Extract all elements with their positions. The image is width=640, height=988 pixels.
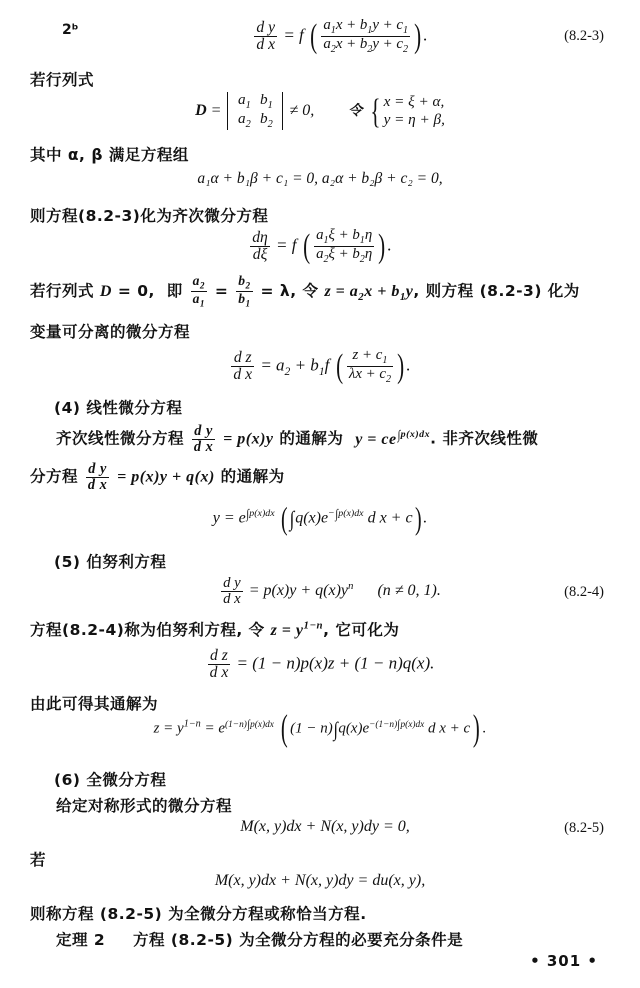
equation-alpha-beta-system: a₁α + b₁β + c₁ = 0, a₂α + b₂β + c₂ = 0,: [197, 170, 443, 187]
page-number: • 301 •: [530, 952, 598, 970]
determinant-row: [0, 92, 640, 130]
text-line-qizhong: 其中 α, β 满足方程组: [30, 146, 189, 164]
determinant-expression: D = $a_1$ $b_1$ $a_2$ $b_2$ ≠ 0, 令 { x = ξ + α, y = η + β,: [195, 91, 445, 131]
text-line-ruo-d-zero: 若行列式 D = 0, 即 $\frac{a_2}{a_1}$ = $\frac{b_2}{b_1}$ = λ, 令 $z = a_2x + b_1y$, 则方程 (8.2-3) 化为: [30, 273, 580, 309]
text-item6-body1: 给定对称形式的微分方程: [56, 797, 233, 815]
equation-8-2-3-row: [0, 18, 640, 56]
equation-8-2-4-row: [0, 576, 640, 607]
heading-item-6: (6) 全微分方程: [54, 771, 167, 789]
equation-linear-general-solution: $y = e^{\int p(x)dx}$ ( $\int q(x)e^{-\int p(x)dx}$ d x + c) .: [212, 499, 428, 536]
equation-exact-condition: M(x, y)dx + N(x, y)dy = du(x, y),: [214, 872, 426, 889]
text-item6-body2: 则称方程 (8.2-5) 为全微分方程或称恰当方程.: [30, 905, 367, 923]
equation-separable: $\frac{\text{d z}}{\text{d x}}$ = $a_2 + b_1f$ ( $\frac{z + c_1}{\lambda x + c_2}$ ) .: [233, 347, 411, 386]
text-item5-body2: 由此可得其通解为: [30, 695, 159, 713]
equation-label-8-2-4: (8.2-4): [564, 584, 604, 600]
top-page-marker: 2ᵇ: [62, 22, 79, 38]
equation-label-8-2-5: (8.2-5): [564, 820, 604, 836]
equation-8-2-5: M(x, y)dx + N(x, y)dy = 0,: [240, 818, 410, 835]
heading-item-4: (4) 线性微分方程: [54, 399, 183, 417]
theorem-line: [56, 928, 640, 950]
equation-label-8-2-3: (8.2-3): [564, 28, 604, 44]
text-line-zefangcheng: 则方程(8.2-3)化为齐次微分方程: [30, 207, 269, 225]
equation-homogeneous: $\frac{d\eta}{d\xi}$ = f ( $\frac{a_1\xi + b_1\eta}{a_2\xi + b_2\eta}$ ) .: [252, 227, 392, 266]
text-item6-ruo: 若: [30, 851, 47, 869]
equation-8-2-5-row: [0, 818, 640, 836]
text-line-ruoxinglieshi: 若行列式: [30, 71, 95, 89]
equation-bernoulli-solution: $z = y^{1-n} = e^{(1-n)\int p(x)dx}$ ( $(1 - n)\int q(x)e^{-(1-n)\int p(x)dx}$ d x + c) .: [153, 708, 487, 749]
heading-item-5: (5) 伯努利方程: [54, 553, 167, 571]
equation-bernoulli-transformed: $\frac{\text{d z}}{\text{d x}}$ = (1 − n)p(x)z + (1 − n)q(x).: [209, 647, 435, 681]
text-item5-body1: 方程(8.2-4)称为伯努利方程, 令 $z = y^{1-n}$, 它可化为: [30, 619, 400, 639]
equation-8-2-3: $\frac{\text{d y}}{\text{d x}}$ = f ( $\frac{a_1x + b_1y + c_1}{a_2x + b_2y + c_2}$ ) .: [256, 17, 428, 56]
equation-8-2-4: $\frac{\text{d y}}{\text{d x}}$ = $p(x)y + q(x)y^n$ (n ≠ 0, 1).: [223, 575, 441, 607]
text-line-bianliang: 变量可分离的微分方程: [30, 323, 191, 341]
theorem-text: 方程 (8.2-5) 为全微分方程的必要充分条件是: [133, 931, 464, 949]
text-item4-body1: 齐次线性微分方程 $\frac{\text{d y}}{\text{d x}}$ = p(x)y 的通解为 $y = ce^{\int p(x)dx}$. 非齐次线性微: [56, 423, 539, 455]
theorem-label: 定理 2: [56, 931, 106, 949]
text-item4-body2: 分方程 $\frac{\text{d y}}{\text{d x}}$ = p(x)y + q(x) 的通解为: [30, 461, 285, 493]
